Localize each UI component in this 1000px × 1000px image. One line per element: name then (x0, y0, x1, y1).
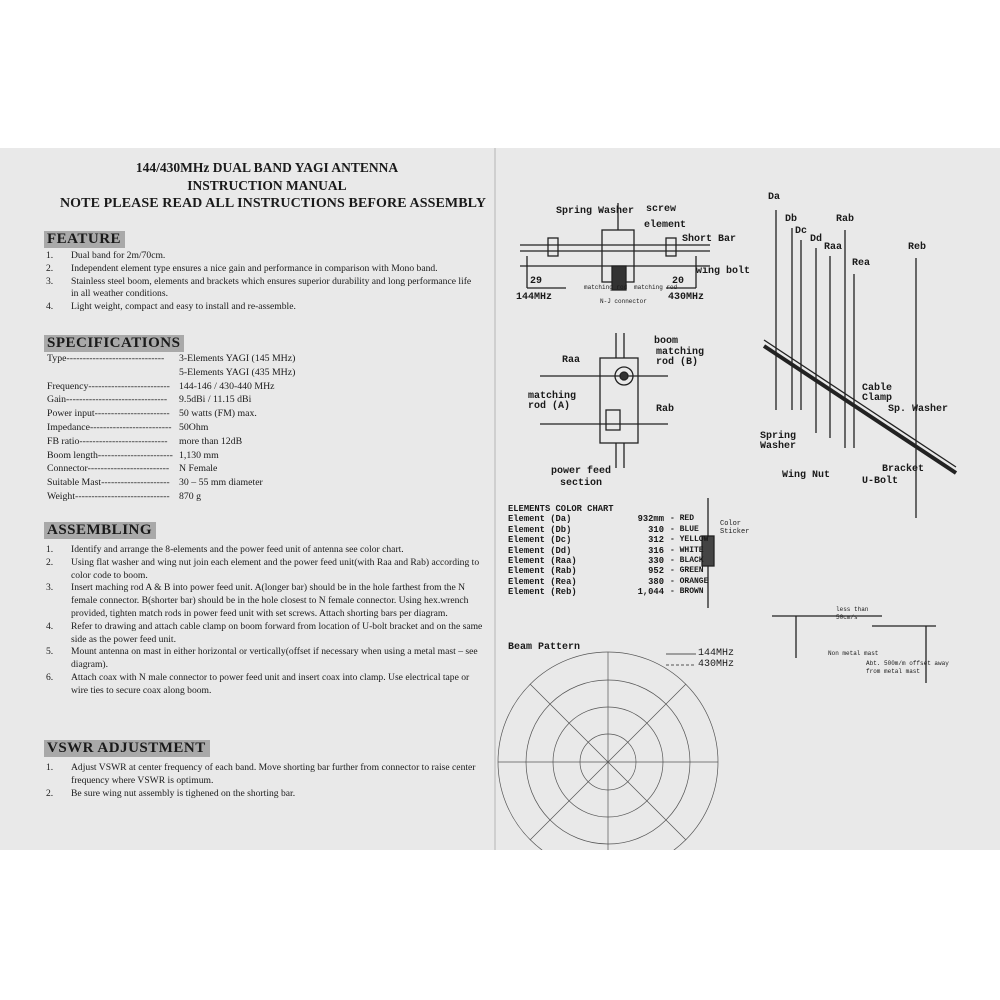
element-label-dd: Dd (810, 234, 823, 245)
element-label-reb: Reb (908, 242, 927, 253)
element-label-da: Da (768, 192, 781, 203)
item-number: 2. (46, 787, 54, 799)
element-color: - YELLOW (670, 535, 709, 545)
element-color: - ORANGE (670, 576, 709, 586)
spec-value: 50Ohm (179, 421, 209, 433)
assembling-item (46, 646, 483, 672)
assembling-item (46, 672, 483, 698)
spec-value: 50 watts (FM) max. (179, 408, 257, 420)
element-label-rea: Rea (852, 258, 871, 269)
feature-item (46, 276, 481, 302)
vswr-heading: VSWR ADJUSTMENT (44, 740, 210, 757)
element-name: Element (Rea) (508, 576, 577, 587)
vswr-item (46, 788, 483, 801)
spec-value: N Female (179, 463, 218, 475)
element-length: 932mm (637, 514, 664, 525)
assembling-item (46, 544, 483, 557)
element-label-db: Db (785, 214, 798, 225)
color-chart-row (508, 525, 740, 535)
item-text: Independent element type ensures a nice gain and performance in comparison with Mono band. (71, 262, 438, 274)
spec-key: Impedance------------------------- (47, 421, 172, 433)
spec-key: Gain------------------------------- (47, 394, 168, 406)
element-name: Element (Dd) (508, 545, 572, 556)
spec-key: FB ratio--------------------------- (47, 435, 168, 447)
item-text: Be sure wing nut assembly is tighened on the shorting bar. (71, 787, 296, 799)
spec-key: Boom length----------------------- (47, 449, 173, 461)
spring-washer-label: Spring Washer (556, 206, 635, 217)
item-number: 2. (46, 556, 54, 568)
spec-row (47, 490, 347, 504)
spec-row (47, 421, 347, 435)
element-name: Element (Reb) (508, 587, 577, 598)
item-text: Light weight, compact and easy to install and re-assemble. (71, 301, 296, 313)
element-label: element (644, 220, 687, 231)
feature-item (46, 263, 481, 276)
item-text: Refer to drawing and attach cable clamp on boom forward from location of U-bolt bracket and on the same side as the power feed unit. (71, 620, 483, 645)
right-page (496, 148, 1000, 850)
matching-rod-right-label: matching rod (634, 284, 678, 291)
specifications-heading: SPECIFICATIONS (44, 335, 184, 352)
bracket-label: Bracket (882, 464, 925, 475)
color-chart-row (508, 566, 740, 576)
boom-label: boom (654, 336, 679, 347)
element-length: 380 (648, 576, 664, 587)
item-text: Stainless steel boom, elements and brackets which ensures superior durability and long performance life in all weather conditions. (71, 275, 472, 300)
nj-connector-label: N-J connector (600, 298, 647, 305)
sp-washer-label: Sp. Washer (888, 404, 949, 415)
item-number: 1. (46, 544, 54, 555)
spec-key: Type------------------------------ (47, 353, 165, 364)
spec-row (47, 393, 347, 407)
item-number: 2. (46, 262, 54, 274)
element-color: - WHITE (670, 545, 704, 555)
assembling-heading: ASSEMBLING (44, 522, 156, 539)
scanned-manual (0, 148, 1000, 850)
assembly-note: NOTE PLEASE READ ALL INSTRUCTIONS BEFORE ASSEMBLY (59, 196, 487, 211)
spec-key: Connector------------------------- (47, 463, 170, 475)
spec-value: 9.5dBi / 11.15 dBi (179, 394, 252, 406)
feature-heading: FEATURE (44, 231, 125, 248)
manual-subtitle: INSTRUCTION MANUAL (187, 178, 347, 193)
spec-value: 1,130 mm (179, 449, 219, 461)
spec-row (47, 435, 347, 449)
spec-key: Frequency------------------------- (47, 380, 170, 392)
vswr-list (46, 762, 483, 800)
item-text: Dual band for 2m/70cm. (71, 250, 166, 261)
assembling-item (46, 557, 483, 583)
matching-rod-a-label: matching rod (A) (528, 391, 577, 412)
wing-bolt-label: wing bolt (696, 266, 751, 277)
item-number: 1. (46, 762, 54, 773)
element-length: 330 (648, 556, 664, 567)
feature-item (46, 301, 481, 314)
cable-clamp-label: Cable Clamp (862, 383, 893, 404)
spec-value: 144-146 / 430-440 MHz (179, 380, 275, 392)
element-label-rab: Rab (836, 214, 855, 225)
spec-row (47, 462, 347, 476)
element-name: Element (Dc) (508, 535, 572, 546)
band-144-label: 144MHz (516, 292, 553, 303)
item-number: 1. (46, 250, 54, 261)
color-sticker-label: Color Sticker (720, 520, 750, 536)
item-text: Adjust VSWR at center frequency of each band. Move shorting bar further from connector to raise center frequency where VSWR is optimum. (71, 762, 476, 786)
less-than-label: less than 50cm/s (836, 606, 869, 621)
element-color: - RED (670, 514, 695, 524)
manual-title: 144/430MHz DUAL BAND YAGI ANTENNA (135, 160, 399, 175)
left-page (0, 148, 494, 850)
non-metal-mast-label: Non metal mast (828, 650, 879, 657)
item-number: 4. (46, 620, 54, 632)
spec-key: Power input----------------------- (47, 408, 170, 420)
raa-label: Raa (562, 355, 581, 366)
item-text: Identify and arrange the 8-elements and the power feed unit of antenna see color chart. (71, 544, 404, 555)
spec-row (47, 407, 347, 421)
item-number: 6. (46, 671, 54, 683)
spring-washer-antenna-label: Spring Washer (760, 431, 797, 452)
element-color: - GREEN (670, 566, 704, 576)
legend-430: 430MHz (698, 659, 735, 670)
item-text: Mount antenna on mast in either horizontal or vertically(offset if necessary when using a metal mast – see diagram). (71, 646, 478, 671)
element-length: 312 (648, 535, 664, 546)
element-color: - BROWN (670, 587, 704, 597)
element-length: 316 (648, 545, 664, 556)
spec-key (47, 366, 179, 380)
beam-pattern-heading: Beam Pattern (508, 642, 581, 653)
power-feed-section-label: power feed section (550, 466, 611, 489)
screw-label: screw (646, 204, 677, 215)
spec-row (47, 380, 347, 394)
item-text: Insert maching rod A & B into power feed unit. A(longer bar) should be in the hole farthest from the N female connector. B(shorter bar) should be in the hole closest to N female connector. Using hex.wrench provided, tighten match rods in power feed unit with set screws. Attach shorting bars per diagram. (71, 582, 469, 619)
feature-list (46, 250, 481, 314)
element-name: Element (Da) (508, 514, 572, 525)
spec-row (47, 352, 347, 366)
feature-item (46, 250, 481, 263)
specifications-table (47, 352, 347, 504)
u-bolt-label: U-Bolt (862, 476, 899, 487)
short-bar-label: Short Bar (682, 234, 737, 245)
dimension-29: 29 (530, 276, 543, 287)
dimension-20: 20 (672, 276, 685, 287)
item-number: 3. (46, 582, 54, 594)
offset-label: Abt. 500m/m offset away from metal mast (866, 660, 949, 675)
spec-key: Suitable Mast--------------------- (47, 477, 170, 489)
color-chart-row (508, 535, 740, 545)
diagram-drawings (496, 148, 1000, 850)
item-number: 4. (46, 301, 54, 313)
matching-rod-b-label: matching rod (B) (656, 347, 705, 368)
legend-144: 144MHz (698, 648, 735, 659)
item-text: Attach coax with N male connector to power feed unit and insert coax into clamp. Use electrical tape or wire ties to secure coax along boom. (71, 671, 470, 696)
spec-value: 870 g (179, 490, 202, 502)
matching-rod-left-label: matching rod (584, 284, 628, 291)
element-length: 310 (648, 524, 664, 535)
spec-value: 5-Elements YAGI (435 MHz) (179, 366, 296, 378)
spec-row (47, 449, 347, 463)
band-430-label: 430MHz (668, 292, 705, 303)
assembling-list (46, 544, 483, 698)
color-chart-row (508, 546, 740, 556)
element-name: Element (Db) (508, 524, 572, 535)
spec-value: more than 12dB (179, 435, 243, 447)
element-label-dc: Dc (795, 226, 808, 237)
rab-label: Rab (656, 404, 675, 415)
element-length: 952 (648, 566, 664, 577)
item-number: 3. (46, 275, 54, 287)
element-label-raa: Raa (824, 242, 843, 253)
elements-color-chart (508, 504, 740, 598)
spec-row (47, 476, 347, 490)
color-chart-heading: ELEMENTS COLOR CHART (508, 504, 614, 514)
assembling-item (46, 582, 483, 620)
element-length: 1,044 (637, 587, 664, 598)
spec-value: 3-Elements YAGI (145 MHz) (179, 353, 296, 364)
item-number: 5. (46, 646, 54, 658)
vswr-item (46, 762, 483, 788)
color-chart-row (508, 577, 740, 587)
element-color: - BLACK (670, 556, 704, 566)
spec-key: Weight----------------------------- (47, 490, 170, 502)
element-name: Element (Raa) (508, 556, 577, 567)
color-chart-row (508, 556, 740, 566)
assembling-item (46, 621, 483, 647)
item-text: Using flat washer and wing nut join each element and the power feed unit(with Raa and Rab) according to color code to boom. (71, 556, 480, 581)
spec-row (47, 366, 347, 380)
color-chart-row (508, 587, 740, 597)
wing-nut-label: Wing Nut (782, 470, 831, 481)
element-color: - BLUE (670, 524, 699, 534)
color-chart-row (508, 514, 740, 524)
spec-value: 30 – 55 mm diameter (179, 477, 263, 489)
element-name: Element (Rab) (508, 566, 577, 577)
